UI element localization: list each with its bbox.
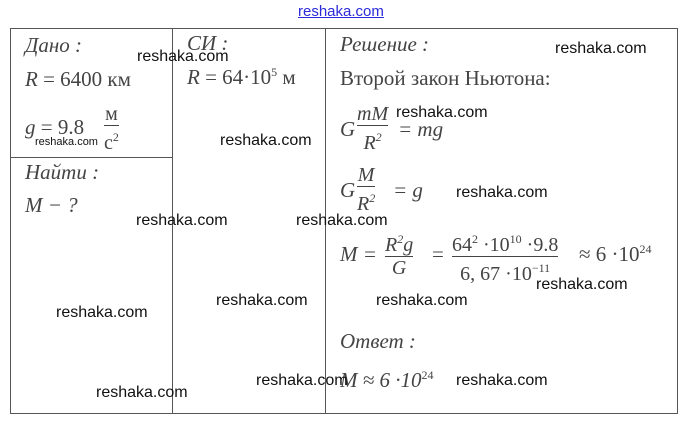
eq3-num2: 64 xyxy=(452,234,472,256)
law-title: Второй закон Ньютона: xyxy=(340,66,551,90)
solution-heading: Решение : xyxy=(340,32,430,56)
answer-exp: 24 xyxy=(421,368,434,382)
eq3-num2-exp2: 10 xyxy=(509,232,522,246)
eq3-num1-tail: g xyxy=(403,234,414,256)
answer-value xyxy=(340,368,434,393)
watermark: reshaka.com xyxy=(136,212,228,229)
site-header-link[interactable]: reshaka.com xyxy=(298,3,384,20)
eq3-den2-exp: −11 xyxy=(531,261,551,276)
given-gravity-unit-exp: 2 xyxy=(112,130,119,145)
si-radius-exp: 5 xyxy=(271,65,278,79)
eq1-gravitational-constant: G xyxy=(340,117,356,141)
table-right-border xyxy=(677,28,678,414)
watermark: reshaka.com xyxy=(256,372,348,389)
watermark: reshaka.com xyxy=(56,304,148,321)
given-radius xyxy=(25,67,131,92)
watermark: reshaka.com xyxy=(35,136,98,148)
eq2-gravitational-constant: G xyxy=(340,178,356,202)
eq3-num2-exp1: 2 xyxy=(472,232,478,246)
answer-heading: Ответ : xyxy=(340,329,416,353)
si-heading: СИ : xyxy=(187,31,229,55)
given-gravity-unit xyxy=(104,103,119,154)
watermark: reshaka.com xyxy=(96,384,188,401)
eq1-denominator: R xyxy=(363,132,376,155)
watermark: reshaka.com xyxy=(137,48,229,65)
given-radius-symbol: R xyxy=(25,67,38,91)
eq2-denominator: R xyxy=(357,193,370,216)
watermark: reshaka.com xyxy=(555,40,647,57)
given-gravity-symbol: g xyxy=(25,115,36,139)
eq2-fraction xyxy=(357,164,375,215)
given-find-divider xyxy=(10,157,173,158)
si-radius xyxy=(187,65,296,90)
given-gravity-unit-num: м xyxy=(105,103,118,125)
eq2-rhs: = g xyxy=(393,178,423,202)
eq2-denominator-exp: 2 xyxy=(369,191,376,206)
table-top-border xyxy=(10,28,678,29)
find-heading: Найти : xyxy=(25,160,100,184)
watermark: reshaka.com xyxy=(296,212,388,229)
eq1-rhs: = mg xyxy=(398,117,444,141)
table-bottom-border xyxy=(10,413,678,414)
given-heading: Дано : xyxy=(25,33,83,57)
eq3-approx-exp: 24 xyxy=(639,242,652,256)
eq3-num1-exp: 2 xyxy=(397,232,404,246)
eq3-den2: 6, 67 ·10 xyxy=(460,263,532,286)
eq3-equals: = xyxy=(432,242,444,266)
table-left-border xyxy=(10,28,11,414)
answer-expression: M ≈ 6 ·10 xyxy=(340,368,422,392)
given-radius-value: = 6400 км xyxy=(43,67,131,91)
watermark: reshaka.com xyxy=(456,184,548,201)
eq3-approx-value: ≈ 6 ·10 xyxy=(579,242,640,266)
watermark: reshaka.com xyxy=(220,132,312,149)
watermark: reshaka.com xyxy=(536,276,628,293)
si-radius-symbol: R xyxy=(187,65,200,89)
watermark: reshaka.com xyxy=(376,292,468,309)
eq3-approx xyxy=(579,242,652,267)
eq3-num2-mid: ·10 xyxy=(478,234,510,256)
eq3-fraction-1 xyxy=(385,228,413,279)
eq1-denominator-exp: 2 xyxy=(375,130,382,145)
find-item: M − ? xyxy=(25,193,78,217)
watermark: reshaka.com xyxy=(456,372,548,389)
given-gravity-unit-den: с xyxy=(104,132,113,155)
eq3-num2-tail: ·9.8 xyxy=(521,234,559,256)
watermark: reshaka.com xyxy=(216,292,308,309)
si-radius-unit: м xyxy=(282,65,296,89)
eq3-num1: R xyxy=(385,234,398,256)
eq2-numerator: M xyxy=(357,164,375,186)
eq1-numerator: mM xyxy=(357,103,389,125)
si-radius-value: = 64·10 xyxy=(205,65,272,89)
eq3-lhs: M = xyxy=(340,242,377,266)
given-gravity-value: = 9.8 xyxy=(40,115,85,139)
watermark: reshaka.com xyxy=(396,104,488,121)
eq1-fraction xyxy=(357,103,388,154)
eq3-den1: G xyxy=(391,257,407,280)
